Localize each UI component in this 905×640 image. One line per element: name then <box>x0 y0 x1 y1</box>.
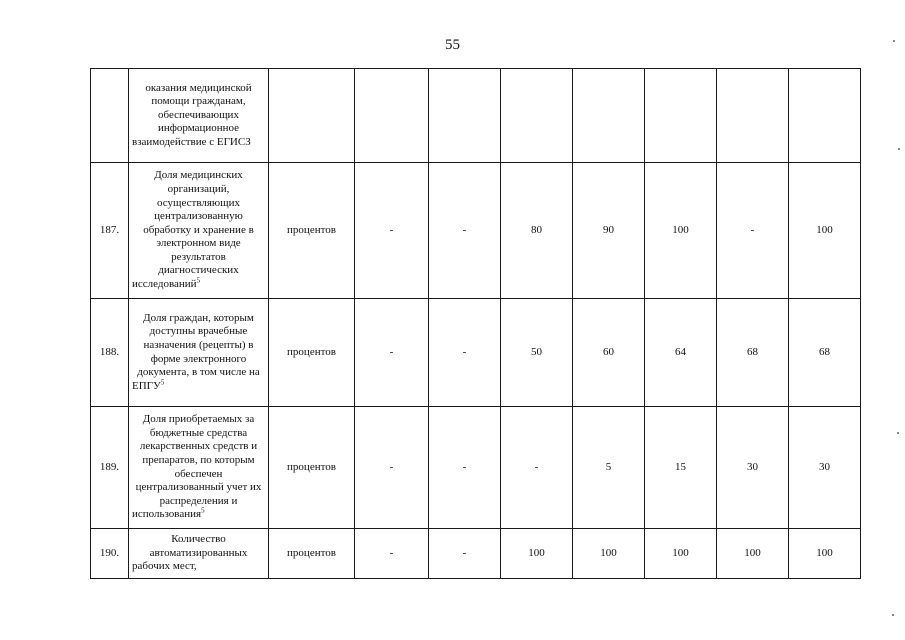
footnote-marker: 5 <box>196 276 201 285</box>
value-cell <box>355 69 429 163</box>
footnote-marker: 5 <box>201 506 205 515</box>
footnote-marker: 5 <box>160 378 165 387</box>
value-cell: 100 <box>645 529 717 579</box>
row-number <box>91 69 129 163</box>
value-cell: 100 <box>717 529 789 579</box>
value-cell: - <box>429 299 501 407</box>
row-number: 187. <box>91 163 129 299</box>
table-row <box>91 69 861 163</box>
value-cell: 100 <box>573 529 645 579</box>
value-cell: - <box>355 407 429 529</box>
indicator-name <box>129 299 269 407</box>
indicator-table <box>90 68 861 579</box>
unit-cell: процентов <box>269 299 355 407</box>
value-cell <box>645 69 717 163</box>
indicator-name <box>129 407 269 529</box>
table-row <box>91 407 861 529</box>
value-cell <box>717 69 789 163</box>
row-number: 189. <box>91 407 129 529</box>
scan-speck <box>897 432 899 434</box>
value-cell: 100 <box>789 529 861 579</box>
value-cell: 68 <box>789 299 861 407</box>
table-row <box>91 163 861 299</box>
indicator-name-text: Количество автоматизированных рабочих мест, <box>132 533 248 573</box>
value-cell: 100 <box>645 163 717 299</box>
indicator-name-text: Доля медицинских организаций, осуществляющих централизованную обработку и хранение в электронном виде результатов диагностических исследований <box>132 169 254 291</box>
value-cell: - <box>429 407 501 529</box>
value-cell: 30 <box>789 407 861 529</box>
table-row <box>91 299 861 407</box>
value-cell: - <box>717 163 789 299</box>
value-cell: 80 <box>501 163 573 299</box>
value-cell: 5 <box>573 407 645 529</box>
value-cell: 50 <box>501 299 573 407</box>
value-cell: - <box>429 163 501 299</box>
table-row <box>91 529 861 579</box>
value-cell: 100 <box>501 529 573 579</box>
value-cell: - <box>355 529 429 579</box>
indicator-name <box>129 529 269 579</box>
value-cell: 60 <box>573 299 645 407</box>
indicator-name <box>129 163 269 299</box>
indicator-name-text: Доля граждан, которым доступны врачебные назначения (рецепты) в форме электронного документа, в том числе на ЕПГУ <box>132 311 260 392</box>
indicator-name <box>129 69 269 163</box>
value-cell: 68 <box>717 299 789 407</box>
value-cell <box>501 69 573 163</box>
unit-cell: процентов <box>269 407 355 529</box>
value-cell: 90 <box>573 163 645 299</box>
value-cell: - <box>429 529 501 579</box>
value-cell: 100 <box>789 163 861 299</box>
page-number: 55 <box>445 37 460 53</box>
indicator-name-text: оказания медицинской помощи гражданам, обеспечивающих информационное взаимодействие с ЕГИСЗ <box>132 81 252 148</box>
row-number: 190. <box>91 529 129 579</box>
value-cell: 15 <box>645 407 717 529</box>
value-cell: - <box>355 299 429 407</box>
unit-cell <box>269 69 355 163</box>
scan-speck <box>893 40 895 42</box>
value-cell: - <box>355 163 429 299</box>
value-cell <box>789 69 861 163</box>
unit-cell: процентов <box>269 529 355 579</box>
scan-speck <box>898 148 900 150</box>
unit-cell: процентов <box>269 163 355 299</box>
scan-speck <box>892 614 894 616</box>
value-cell: 64 <box>645 299 717 407</box>
value-cell <box>429 69 501 163</box>
indicator-name-text: Доля приобретаемых за бюджетные средства лекарственных средств и препаратов, по которым обеспечен централизованный учет их распределения и использования <box>132 413 262 521</box>
value-cell <box>573 69 645 163</box>
value-cell: 30 <box>717 407 789 529</box>
row-number: 188. <box>91 299 129 407</box>
value-cell: - <box>501 407 573 529</box>
